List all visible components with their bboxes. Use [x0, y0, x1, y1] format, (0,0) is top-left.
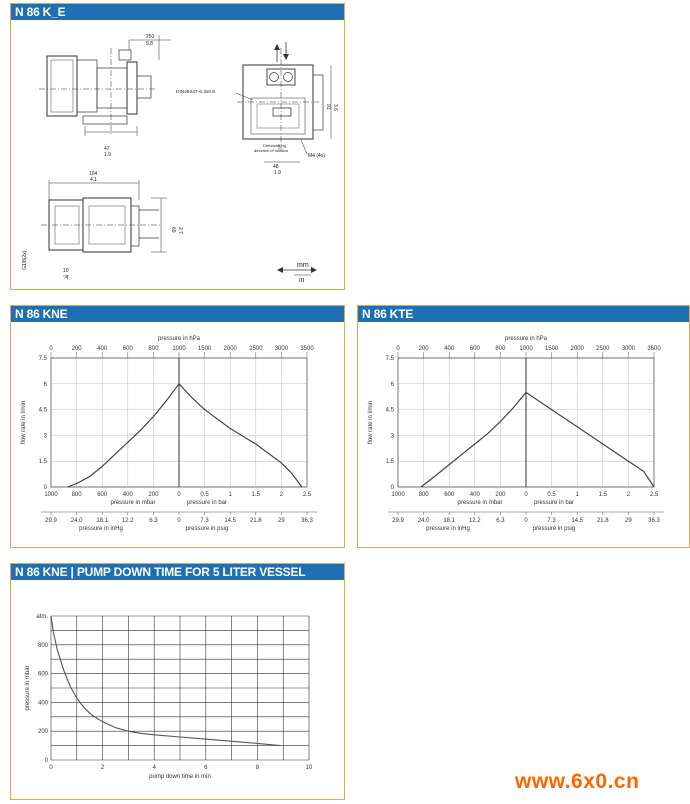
g18-label: G1/8(2x) — [22, 250, 28, 270]
hpa-tick-label: 2500 — [596, 346, 610, 352]
hpa-tick-label: 400 — [97, 346, 108, 352]
mbar-tick-label: 0 — [177, 492, 181, 498]
psig-axis-label: pressure in psig — [185, 526, 229, 532]
watermark: www.6x0.cn — [515, 770, 640, 793]
hpa-tick-label: 3500 — [300, 346, 314, 352]
dim-1-9b: 1.9 — [274, 170, 281, 176]
kne-panel — [10, 305, 345, 548]
y-tick-label: 6 — [43, 381, 47, 388]
mbar-tick-label: 1000 — [391, 492, 405, 498]
hpa-tick-label: 1000 — [519, 346, 533, 352]
bar-tick-label: 1 — [575, 492, 579, 498]
hpa-tick-label: 2500 — [249, 346, 263, 352]
pressure-flow-curve — [526, 392, 654, 487]
hpa-tick-label: 3500 — [647, 346, 661, 352]
side-view — [39, 35, 171, 136]
x-axis-label: pump down time in min — [149, 774, 211, 780]
hpa-tick-label: 1500 — [544, 346, 559, 352]
mbar-tick-label: 400 — [469, 492, 480, 498]
inhg-tick-label: 18.1 — [96, 518, 109, 524]
mbar-tick-label: 1000 — [44, 492, 58, 498]
inhg-tick-label: 0 — [524, 518, 528, 524]
bar-tick-label: 2 — [279, 492, 284, 498]
y-tick-label: 0 — [44, 758, 48, 764]
hpa-tick-label: 3000 — [274, 346, 289, 352]
kte-panel — [357, 305, 690, 548]
y-tick-label: 0 — [390, 485, 394, 491]
y-axis-label: flow rate in l/min — [21, 400, 27, 445]
y-tick-label: 6 — [390, 381, 394, 388]
x-tick-label: 2 — [100, 765, 105, 771]
dim-48: 48 — [273, 164, 279, 170]
mbar-tick-label: 0 — [524, 492, 528, 498]
hpa-tick-label: 600 — [469, 346, 480, 352]
y-tick-label: 7.5 — [38, 356, 47, 362]
y-tick-label: 1.5 — [38, 459, 47, 466]
y-tick-label: 7.5 — [385, 356, 394, 362]
inhg-tick-label: 6.3 — [149, 518, 158, 524]
dim-2-7: 2.7 — [177, 227, 183, 234]
psig-tick-label: 21.8 — [249, 518, 262, 524]
y-tick-label: 4.5 — [38, 407, 47, 414]
dim-104: 104 — [89, 171, 98, 177]
inhg-tick-label: 29.9 — [45, 518, 57, 524]
psig-tick-label: 14.5 — [224, 518, 237, 524]
pumpdown-curve — [51, 616, 281, 746]
psig-tick-label: 21.8 — [596, 518, 609, 524]
dim-10: 10 — [63, 268, 69, 274]
m4-label: M4 (4x) — [308, 153, 325, 159]
hpa-axis-label: pressure in hPa — [157, 336, 201, 342]
psig-tick-label: 7.3 — [547, 518, 556, 524]
bar-tick-label: 1 — [228, 492, 232, 498]
y-tick-label: 0 — [43, 485, 47, 491]
mbar-axis-label: pressure in mbar — [110, 500, 156, 506]
psig-tick-label: 29 — [625, 518, 632, 524]
hpa-tick-label: 200 — [71, 346, 82, 352]
inhg-tick-label: 6.3 — [496, 518, 505, 524]
y-tick-label: 4.5 — [385, 407, 394, 414]
kte-title: N 86 KTE — [358, 306, 689, 322]
inhg-tick-label: 24.0 — [70, 518, 83, 524]
y-axis-label: flow rate in l/min — [368, 400, 374, 445]
y-axis-label: pressure in mbar — [25, 665, 31, 711]
y-tick-label: 3 — [390, 433, 394, 440]
x-tick-label: 4 — [152, 765, 156, 771]
dim-250: 250 — [146, 34, 155, 40]
dim-91: 91 — [325, 104, 331, 110]
hpa-axis-label: pressure in hPa — [504, 336, 548, 342]
inhg-tick-label: 12.2 — [468, 518, 481, 524]
hpa-tick-label: 0 — [49, 346, 53, 352]
dim-0-4: .4 — [64, 275, 69, 281]
rotation-label-de: Drehrichtung — [263, 143, 286, 148]
inhg-tick-label: 29.9 — [392, 518, 404, 524]
y-tick-label: 600 — [37, 671, 48, 678]
dim-9-8: 9.8 — [146, 41, 153, 47]
y-tick-label: 800 — [37, 642, 48, 649]
hpa-tick-label: 1500 — [197, 346, 212, 352]
bar-tick-label: 1.5 — [251, 492, 260, 498]
mbar-tick-label: 600 — [97, 492, 108, 498]
y-tick-label: 200 — [37, 729, 48, 736]
mbar-tick-label: 200 — [148, 492, 159, 498]
dim-4-1: 4.1 — [90, 177, 97, 183]
psig-tick-label: 14.5 — [571, 518, 584, 524]
technical-drawing — [11, 20, 344, 289]
dim-47: 47 — [104, 146, 110, 152]
pumpdown-panel — [10, 563, 345, 800]
psig-tick-label: 36.3 — [301, 518, 313, 524]
x-tick-label: 0 — [49, 765, 53, 771]
dim-69: 69 — [170, 227, 176, 233]
bar-axis-label: pressure in bar — [533, 500, 575, 506]
inhg-tick-label: 0 — [177, 518, 181, 524]
mbar-axis-label: pressure in mbar — [457, 500, 503, 506]
hpa-tick-label: 600 — [122, 346, 133, 352]
y-tick-label: 1.5 — [385, 459, 394, 466]
inhg-axis-label: pressure in inHg — [426, 526, 470, 532]
psig-tick-label: 7.3 — [200, 518, 209, 524]
x-tick-label: 10 — [305, 765, 313, 771]
kne-chart — [11, 322, 344, 547]
inhg-tick-label: 18.1 — [443, 518, 456, 524]
y-tick-label: 3 — [43, 433, 47, 440]
vacuum-flow-curve — [421, 392, 526, 487]
hpa-tick-label: 2000 — [570, 346, 584, 352]
dim-1-9a: 1.9 — [104, 152, 111, 158]
y-tick-label: 400 — [37, 700, 48, 707]
hpa-tick-label: 800 — [495, 346, 506, 352]
drawing-title: N 86 K_E — [11, 4, 344, 20]
x-tick-label: 8 — [255, 765, 260, 771]
dim-3-6: 3.6 — [332, 104, 338, 111]
hpa-tick-label: 0 — [396, 346, 400, 352]
bar-tick-label: 2.5 — [649, 492, 659, 498]
bar-tick-label: 2 — [626, 492, 631, 498]
drawing-panel — [10, 3, 345, 290]
mbar-tick-label: 800 — [71, 492, 82, 498]
hpa-tick-label: 1000 — [172, 346, 186, 352]
bar-tick-label: 2.5 — [302, 492, 312, 498]
mbar-tick-label: 800 — [418, 492, 429, 498]
top-view — [41, 180, 167, 276]
bar-tick-label: 0.5 — [547, 492, 556, 498]
pumpdown-title: N 86 KNE | PUMP DOWN TIME FOR 5 LITER VESSEL — [11, 564, 344, 580]
bar-tick-label: 0.5 — [200, 492, 209, 498]
unit-in: in — [299, 277, 305, 284]
psig-axis-label: pressure in psig — [532, 526, 576, 532]
pumpdown-chart — [11, 580, 344, 799]
x-tick-label: 6 — [204, 765, 208, 771]
unit-mm: mm — [297, 262, 309, 269]
hpa-tick-label: 800 — [148, 346, 159, 352]
kne-title: N 86 KNE — [11, 306, 344, 322]
mbar-tick-label: 600 — [444, 492, 455, 498]
din-label: DIN46247-6.3x0.8 — [176, 90, 215, 95]
hpa-tick-label: 3000 — [621, 346, 636, 352]
hpa-tick-label: 200 — [418, 346, 429, 352]
hpa-tick-label: 400 — [444, 346, 455, 352]
y-tick-label: atm. — [36, 614, 48, 620]
hpa-tick-label: 2000 — [223, 346, 237, 352]
bar-tick-label: 1.5 — [598, 492, 607, 498]
inhg-tick-label: 24.0 — [417, 518, 430, 524]
rotation-label-en: direction of rotation — [254, 148, 289, 153]
mbar-tick-label: 400 — [122, 492, 133, 498]
psig-tick-label: 29 — [278, 518, 285, 524]
inhg-axis-label: pressure in inHg — [79, 526, 123, 532]
bar-axis-label: pressure in bar — [186, 500, 228, 506]
kte-chart — [358, 322, 689, 547]
psig-tick-label: 36.3 — [648, 518, 660, 524]
mbar-tick-label: 200 — [495, 492, 506, 498]
inhg-tick-label: 12.2 — [121, 518, 134, 524]
